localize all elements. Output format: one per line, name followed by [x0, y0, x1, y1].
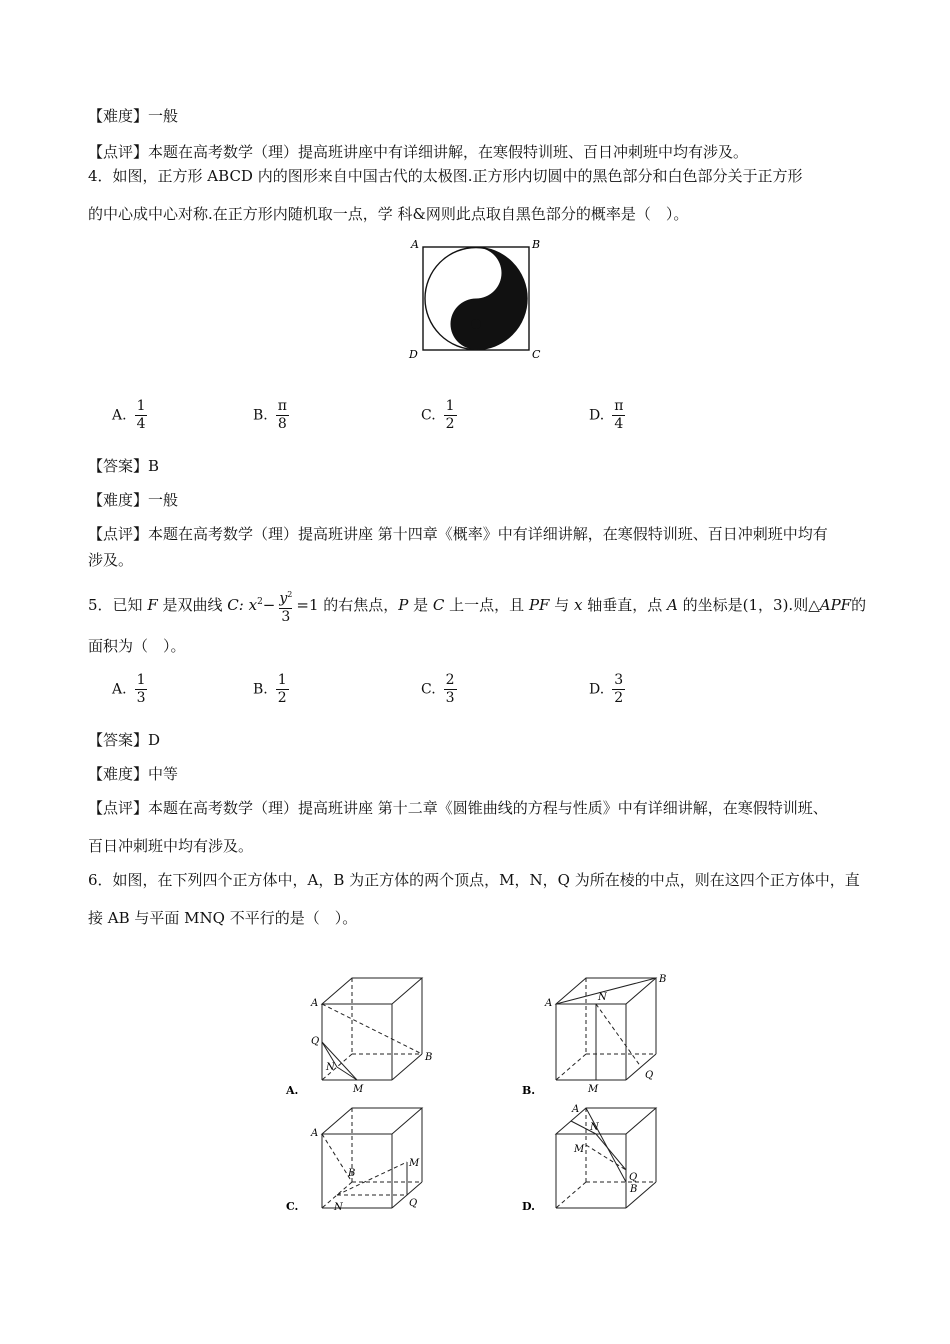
cube-figure-b	[518, 970, 693, 1100]
svg-text:M: M	[353, 1084, 364, 1095]
q5-stem-line2: 面积为（ ）。	[88, 637, 186, 655]
q4-option-c: C. $\frac{1}{2}$	[421, 398, 455, 432]
q4-option-a: A. $\frac{1}{4}$	[112, 398, 146, 432]
q6-stem-line1: 6．如图，在下列四个正方体中，A，B 为正方体的两个顶点，M，N，Q 为所在棱的中点，则在这四个正方体中，直	[88, 871, 860, 889]
svg-text:N: N	[326, 1062, 335, 1073]
q5-stem-line1: 5．已知 F 是双曲线 C: $x^2-$ $\frac{y^2}{3}$ =1 的右焦点，P 是 C 上一点，且 PF 与 x 轴垂直，点 A 的坐标是(1，3).则△APF的	[88, 590, 867, 625]
cube-figure-c	[282, 1100, 457, 1220]
taiji-label-c: C	[532, 348, 541, 361]
q4-difficulty: 【难度】一般	[88, 491, 179, 509]
svg-text:A: A	[545, 998, 553, 1009]
q4-option-d: D. $\frac{\pi}{4}$	[589, 398, 624, 432]
svg-text:D.: D.	[522, 1200, 535, 1213]
svg-text:N: N	[598, 992, 607, 1003]
svg-text:B: B	[348, 1168, 356, 1179]
svg-text:Q: Q	[645, 1070, 654, 1081]
svg-text:B.: B.	[522, 1084, 536, 1097]
q5-option-b: B. $\frac{1}{2}$	[253, 672, 287, 706]
svg-text:A.: A.	[286, 1084, 299, 1097]
q4-comment-line2: 涉及。	[88, 551, 134, 569]
q4-option-b: B. $\frac{\pi}{8}$	[253, 398, 287, 432]
taiji-figure	[405, 236, 545, 361]
svg-text:M: M	[588, 1084, 599, 1095]
svg-text:N: N	[334, 1202, 343, 1213]
svg-text:Q: Q	[629, 1172, 638, 1183]
comment-line: 【点评】本题在高考数学（理）提高班讲座中有详细讲解，在寒假特训班、百日冲刺班中均有涉及。	[88, 143, 749, 161]
svg-text:Q: Q	[409, 1198, 418, 1209]
q4-stem-line2: 的中心成中心对称.在正方形内随机取一点，学 科&网则此点取自黑色部分的概率是（ ）。	[88, 205, 689, 223]
taiji-label-b: B	[532, 238, 541, 251]
q5-answer: 【答案】D	[88, 731, 161, 749]
q4-answer: 【答案】B	[88, 457, 160, 475]
q5-option-d: D. $\frac{3}{2}$	[589, 672, 624, 706]
q4-stem-line1: 4．如图，正方形 ABCD 内的图形来自中国古代的太极图.正方形内切圆中的黑色部分和白色部分关于正方形	[88, 167, 803, 185]
svg-text:B: B	[425, 1052, 433, 1063]
q6-stem-line2: 接 AB 与平面 MNQ 不平行的是（ ）。	[88, 909, 358, 927]
svg-text:Q: Q	[311, 1036, 320, 1047]
difficulty-line: 【难度】一般	[88, 107, 179, 125]
svg-text:B: B	[659, 974, 667, 985]
svg-text:A: A	[311, 998, 319, 1009]
svg-text:A: A	[572, 1104, 580, 1115]
q4-comment-line1: 【点评】本题在高考数学（理）提高班讲座 第十四章《概率》中有详细讲解，在寒假特训班、百日冲刺班中均有	[88, 525, 828, 543]
taiji-label-a: A	[411, 238, 419, 251]
svg-text:A: A	[311, 1128, 319, 1139]
svg-text:M: M	[574, 1144, 585, 1155]
svg-text:M: M	[409, 1158, 420, 1169]
cube-figure-d	[518, 1100, 693, 1220]
svg-text:B: B	[630, 1184, 638, 1195]
svg-text:N: N	[590, 1122, 599, 1133]
q5-comment-line1: 【点评】本题在高考数学（理）提高班讲座 第十二章《圆锥曲线的方程与性质》中有详细讲解，在寒假特训班、	[88, 799, 828, 817]
svg-text:C.: C.	[286, 1200, 299, 1213]
taiji-label-d: D	[409, 348, 418, 361]
cube-figure-a	[282, 970, 457, 1100]
q5-difficulty: 【难度】中等	[88, 765, 179, 783]
q5-option-c: C. $\frac{2}{3}$	[421, 672, 455, 706]
q5-comment-line2: 百日冲刺班中均有涉及。	[88, 837, 254, 855]
q5-option-a: A. $\frac{1}{3}$	[112, 672, 146, 706]
